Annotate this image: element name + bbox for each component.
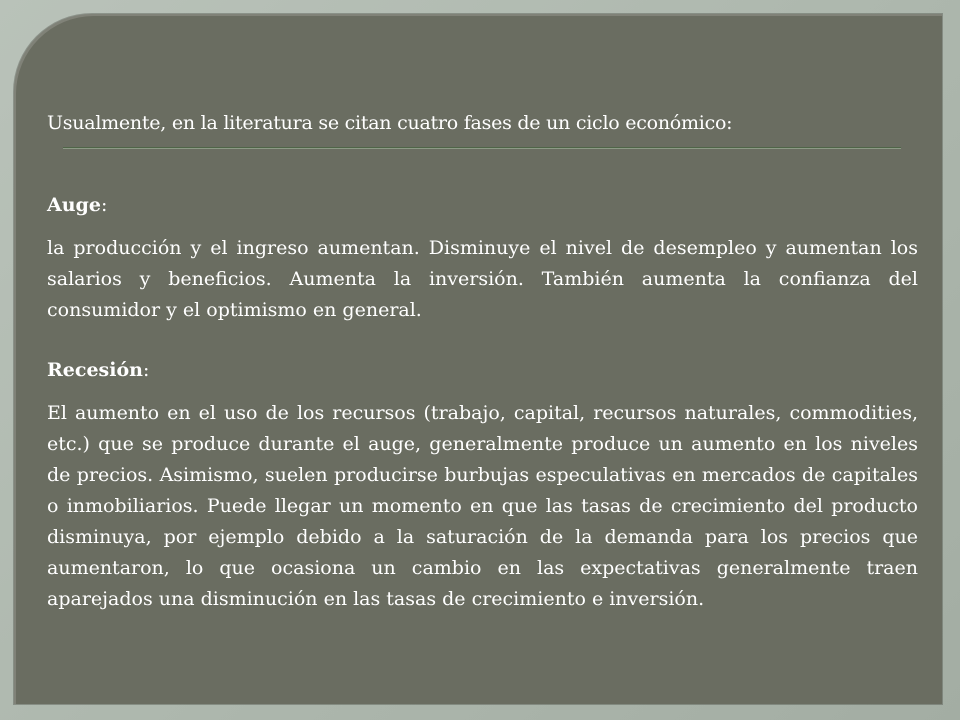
section-title-word: Auge <box>47 194 101 216</box>
heading-divider <box>63 147 901 149</box>
section-title-auge <box>47 190 918 221</box>
section-title-colon: : <box>100 194 108 216</box>
section-title-recesion <box>47 355 918 386</box>
section-title-colon: : <box>142 359 150 381</box>
section-text-recesion: El aumento en el uso de los recursos (trabajo, capital, recursos naturales, commodities, etc.) que se produce durante el auge, generalmente produce un aumento en los niveles de precios. Asimismo, suelen producirse burbujas especulativas en mercados de capitales o inmobiliarios. Puede llegar un momento en que las tasas de crecimiento del producto disminuya, por ejemplo debido a la saturación de la demanda para los precios que aumentaron, lo que ocasiona un cambio en las expectativas generalmente traen aparejados una disminución en las tasas de crecimiento e inversión. <box>47 402 918 610</box>
section-title-word: Recesión <box>47 359 143 381</box>
section-text-auge: la producción y el ingreso aumentan. Disminuye el nivel de desempleo y aumentan los salarios y beneficios. Aumenta la inversión. También aumenta la confianza del consumidor y el optimismo en general. <box>47 237 918 321</box>
slide-heading: Usualmente, en la literatura se citan cuatro fases de un ciclo económico: <box>47 112 733 134</box>
slide-content <box>47 108 918 615</box>
